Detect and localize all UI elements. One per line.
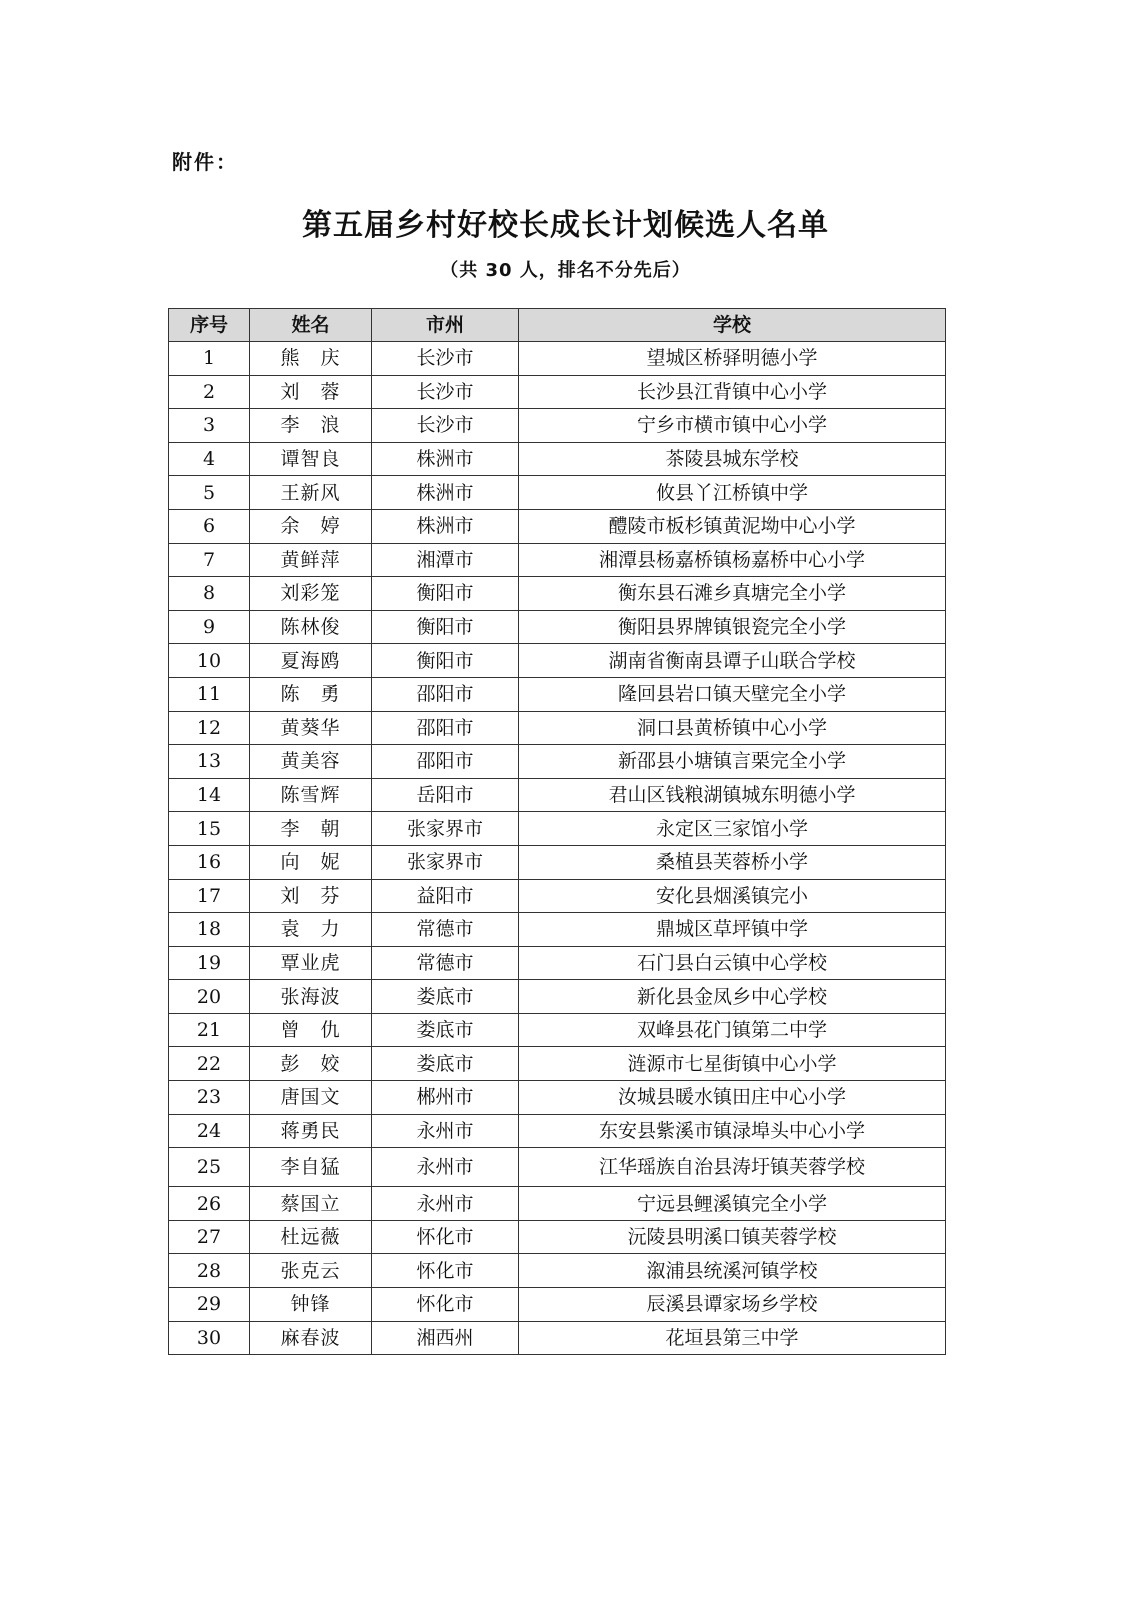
table-row	[169, 711, 946, 745]
header-city: 市州	[372, 309, 519, 342]
cell-city: 永州市	[372, 1114, 519, 1148]
cell-name: 李 浪	[250, 409, 372, 443]
table-row	[169, 1114, 946, 1148]
cell-no: 16	[169, 845, 250, 879]
cell-city: 长沙市	[372, 409, 519, 443]
cell-city: 张家界市	[372, 812, 519, 846]
cell-city: 湘潭市	[372, 543, 519, 577]
table-header-row	[169, 309, 946, 342]
cell-school: 宁远县鲤溪镇完全小学	[519, 1187, 946, 1221]
cell-city: 株洲市	[372, 476, 519, 510]
cell-name: 张海波	[250, 980, 372, 1014]
cell-school: 新邵县小塘镇言栗完全小学	[519, 745, 946, 779]
cell-city: 永州市	[372, 1148, 519, 1187]
table-row	[169, 913, 946, 947]
cell-school: 辰溪县谭家场乡学校	[519, 1288, 946, 1322]
cell-no: 13	[169, 745, 250, 779]
cell-school: 湖南省衡南县谭子山联合学校	[519, 644, 946, 678]
cell-school: 醴陵市板杉镇黄泥坳中心小学	[519, 509, 946, 543]
cell-name: 黄葵华	[250, 711, 372, 745]
cell-no: 25	[169, 1148, 250, 1187]
cell-name: 向 妮	[250, 845, 372, 879]
cell-name: 黄美容	[250, 745, 372, 779]
cell-no: 8	[169, 577, 250, 611]
cell-city: 怀化市	[372, 1220, 519, 1254]
cell-name: 蔡国立	[250, 1187, 372, 1221]
cell-city: 长沙市	[372, 375, 519, 409]
cell-city: 常德市	[372, 913, 519, 947]
cell-no: 23	[169, 1081, 250, 1115]
cell-city: 益阳市	[372, 879, 519, 913]
cell-name: 曾 仇	[250, 1013, 372, 1047]
cell-no: 5	[169, 476, 250, 510]
cell-school: 桑植县芙蓉桥小学	[519, 845, 946, 879]
cell-name: 黄鲜萍	[250, 543, 372, 577]
cell-no: 28	[169, 1254, 250, 1288]
table-row	[169, 980, 946, 1014]
cell-no: 22	[169, 1047, 250, 1081]
cell-no: 2	[169, 375, 250, 409]
cell-name: 唐国文	[250, 1081, 372, 1115]
cell-name: 麻春波	[250, 1321, 372, 1355]
cell-city: 邵阳市	[372, 711, 519, 745]
cell-city: 衡阳市	[372, 577, 519, 611]
cell-school: 石门县白云镇中心学校	[519, 946, 946, 980]
cell-no: 26	[169, 1187, 250, 1221]
table-row	[169, 375, 946, 409]
cell-school: 汝城县暖水镇田庄中心小学	[519, 1081, 946, 1115]
cell-name: 李自猛	[250, 1148, 372, 1187]
cell-name: 余 婷	[250, 509, 372, 543]
cell-no: 4	[169, 442, 250, 476]
cell-no: 7	[169, 543, 250, 577]
cell-school: 君山区钱粮湖镇城东明德小学	[519, 778, 946, 812]
cell-school: 东安县紫溪市镇渌埠头中心小学	[519, 1114, 946, 1148]
cell-no: 9	[169, 610, 250, 644]
cell-school: 茶陵县城东学校	[519, 442, 946, 476]
cell-city: 株洲市	[372, 509, 519, 543]
cell-school: 衡东县石滩乡真塘完全小学	[519, 577, 946, 611]
table-row	[169, 1187, 946, 1221]
table-row	[169, 644, 946, 678]
table-row	[169, 745, 946, 779]
cell-city: 岳阳市	[372, 778, 519, 812]
table-row	[169, 409, 946, 443]
cell-school: 溆浦县统溪河镇学校	[519, 1254, 946, 1288]
table-row	[169, 1288, 946, 1322]
cell-school: 新化县金凤乡中心学校	[519, 980, 946, 1014]
cell-name: 袁 力	[250, 913, 372, 947]
cell-city: 永州市	[372, 1187, 519, 1221]
cell-name: 覃业虎	[250, 946, 372, 980]
header-school: 学校	[519, 309, 946, 342]
attachment-label: 附件：	[172, 150, 238, 174]
cell-city: 邵阳市	[372, 745, 519, 779]
cell-no: 15	[169, 812, 250, 846]
cell-city: 衡阳市	[372, 610, 519, 644]
cell-name: 杜远薇	[250, 1220, 372, 1254]
cell-school: 安化县烟溪镇完小	[519, 879, 946, 913]
table-row	[169, 1047, 946, 1081]
cell-school: 宁乡市横市镇中心小学	[519, 409, 946, 443]
cell-school: 湘潭县杨嘉桥镇杨嘉桥中心小学	[519, 543, 946, 577]
cell-name: 刘彩笼	[250, 577, 372, 611]
cell-name: 蒋勇民	[250, 1114, 372, 1148]
cell-no: 27	[169, 1220, 250, 1254]
cell-school: 沅陵县明溪口镇芙蓉学校	[519, 1220, 946, 1254]
cell-city: 常德市	[372, 946, 519, 980]
cell-name: 陈林俊	[250, 610, 372, 644]
cell-no: 12	[169, 711, 250, 745]
cell-school: 洞口县黄桥镇中心小学	[519, 711, 946, 745]
cell-no: 1	[169, 342, 250, 376]
cell-city: 张家界市	[372, 845, 519, 879]
cell-no: 20	[169, 980, 250, 1014]
table-row	[169, 1321, 946, 1355]
cell-school: 隆回县岩口镇天壁完全小学	[519, 677, 946, 711]
table-row	[169, 1148, 946, 1187]
cell-school: 攸县丫江桥镇中学	[519, 476, 946, 510]
cell-school: 望城区桥驿明德小学	[519, 342, 946, 376]
table-row	[169, 778, 946, 812]
table-body	[169, 342, 946, 1355]
cell-name: 熊 庆	[250, 342, 372, 376]
table-row	[169, 1013, 946, 1047]
table-row	[169, 610, 946, 644]
cell-school: 衡阳县界牌镇银瓷完全小学	[519, 610, 946, 644]
cell-name: 刘 芬	[250, 879, 372, 913]
cell-school: 花垣县第三中学	[519, 1321, 946, 1355]
cell-no: 29	[169, 1288, 250, 1322]
candidate-table	[168, 308, 946, 1355]
table-row	[169, 946, 946, 980]
cell-no: 17	[169, 879, 250, 913]
cell-school: 江华瑶族自治县涛圩镇芙蓉学校	[519, 1148, 946, 1187]
cell-no: 18	[169, 913, 250, 947]
table-row	[169, 879, 946, 913]
table-row	[169, 812, 946, 846]
cell-no: 11	[169, 677, 250, 711]
cell-city: 郴州市	[372, 1081, 519, 1115]
cell-no: 21	[169, 1013, 250, 1047]
document-title: 第五届乡村好校长成长计划候选人名单	[302, 208, 829, 243]
cell-no: 14	[169, 778, 250, 812]
table-row	[169, 845, 946, 879]
cell-name: 钟锋	[250, 1288, 372, 1322]
cell-city: 湘西州	[372, 1321, 519, 1355]
cell-name: 王新风	[250, 476, 372, 510]
cell-city: 长沙市	[372, 342, 519, 376]
cell-school: 鼎城区草坪镇中学	[519, 913, 946, 947]
table-row	[169, 577, 946, 611]
cell-city: 衡阳市	[372, 644, 519, 678]
cell-school: 长沙县江背镇中心小学	[519, 375, 946, 409]
cell-no: 30	[169, 1321, 250, 1355]
table-row	[169, 543, 946, 577]
cell-name: 陈 勇	[250, 677, 372, 711]
cell-no: 24	[169, 1114, 250, 1148]
cell-no: 19	[169, 946, 250, 980]
cell-name: 张克云	[250, 1254, 372, 1288]
table-row	[169, 677, 946, 711]
cell-no: 3	[169, 409, 250, 443]
cell-city: 娄底市	[372, 1013, 519, 1047]
cell-city: 株洲市	[372, 442, 519, 476]
table-row	[169, 1081, 946, 1115]
table-row	[169, 509, 946, 543]
cell-name: 李 朝	[250, 812, 372, 846]
table-row	[169, 476, 946, 510]
cell-name: 夏海鸥	[250, 644, 372, 678]
cell-name: 彭 姣	[250, 1047, 372, 1081]
cell-school: 双峰县花门镇第二中学	[519, 1013, 946, 1047]
table-row	[169, 1220, 946, 1254]
cell-city: 娄底市	[372, 980, 519, 1014]
cell-name: 刘 蓉	[250, 375, 372, 409]
cell-school: 涟源市七星街镇中心小学	[519, 1047, 946, 1081]
cell-city: 怀化市	[372, 1254, 519, 1288]
cell-city: 怀化市	[372, 1288, 519, 1322]
header-no: 序号	[169, 309, 250, 342]
table-row	[169, 1254, 946, 1288]
cell-no: 6	[169, 509, 250, 543]
table-row	[169, 342, 946, 376]
cell-name: 谭智良	[250, 442, 372, 476]
document-subtitle: （共 30 人，排名不分先后）	[440, 260, 691, 281]
header-name: 姓名	[250, 309, 372, 342]
table-row	[169, 442, 946, 476]
cell-name: 陈雪辉	[250, 778, 372, 812]
cell-city: 娄底市	[372, 1047, 519, 1081]
cell-no: 10	[169, 644, 250, 678]
cell-city: 邵阳市	[372, 677, 519, 711]
cell-school: 永定区三家馆小学	[519, 812, 946, 846]
